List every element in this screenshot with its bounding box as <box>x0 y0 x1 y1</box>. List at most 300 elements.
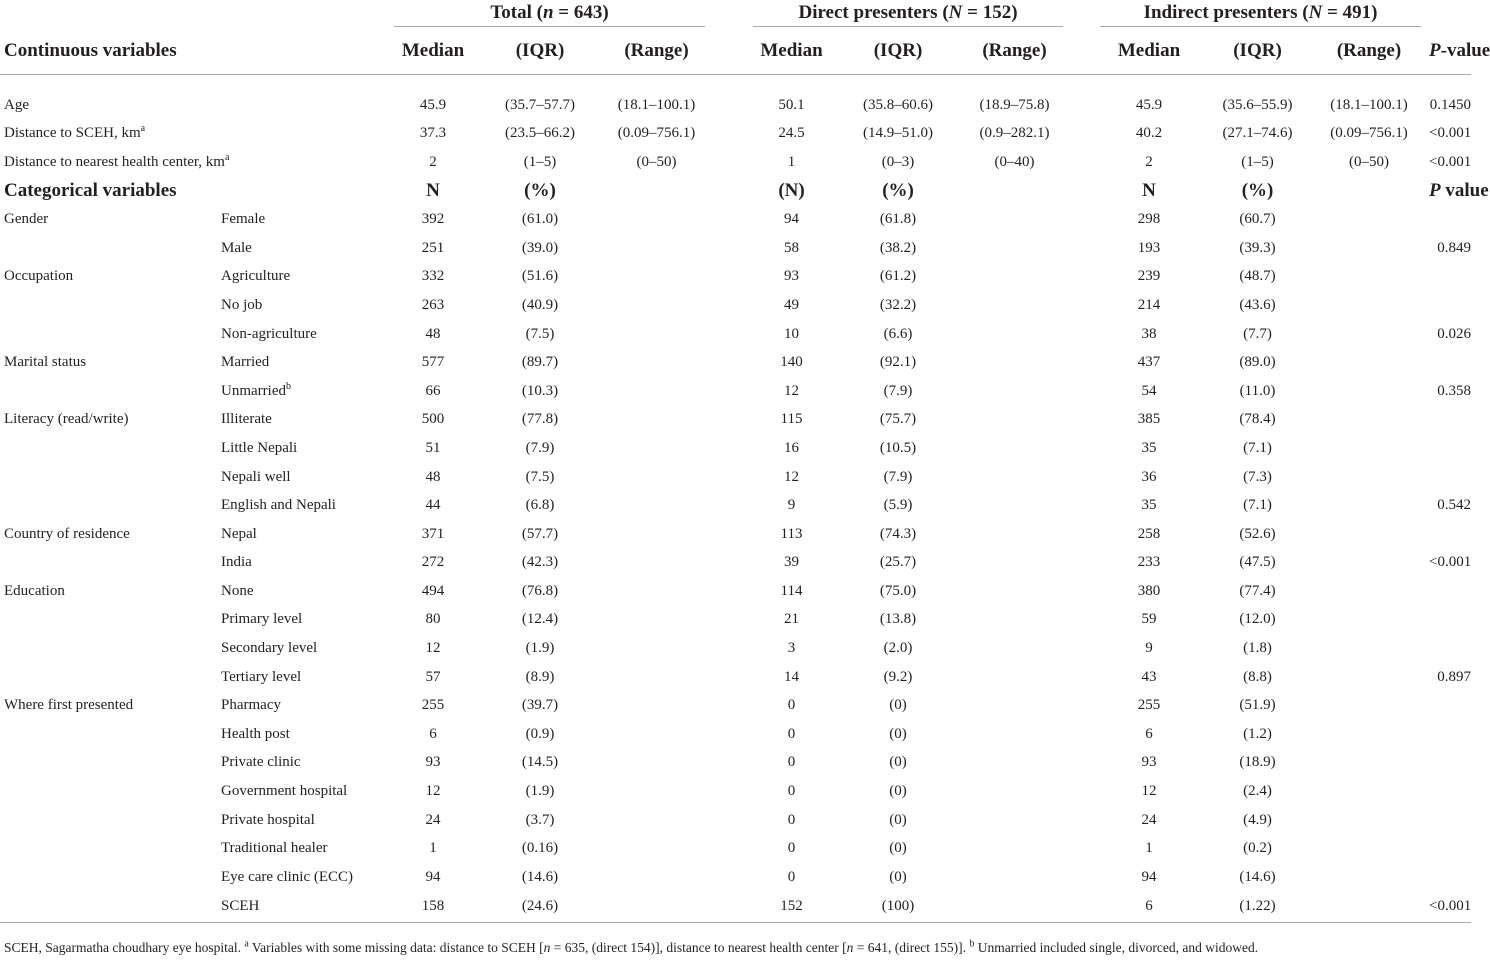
percent-value: (51.6) <box>521 268 559 285</box>
table-row <box>0 606 1471 635</box>
count-value: 12 <box>425 783 441 800</box>
percent-value: (51.9) <box>1239 697 1276 714</box>
spacer <box>958 520 1071 549</box>
spacer <box>600 434 713 463</box>
table-body <box>0 75 1489 923</box>
spacer <box>713 777 745 806</box>
spacer <box>600 834 713 863</box>
category-label: Unmarried$^b$ <box>221 380 291 399</box>
percent-value: (0) <box>889 868 907 885</box>
spacer <box>600 691 713 720</box>
spacer <box>958 577 1071 606</box>
variable-group: Literacy (read/write) <box>4 411 129 428</box>
count-value: 21 <box>784 611 800 628</box>
category-label: Nepal <box>221 525 257 542</box>
col-p-value: P-value <box>1429 28 1471 75</box>
spacer <box>600 234 713 263</box>
category-label: Government hospital <box>221 783 348 800</box>
col-n: N <box>426 180 440 202</box>
table-row <box>0 75 1471 120</box>
percent-value: (48.7) <box>1239 268 1276 285</box>
spacer <box>958 463 1071 492</box>
iqr-value: (0–3) <box>881 153 915 170</box>
percent-value: (61.2) <box>879 268 917 285</box>
count-value: 158 <box>386 892 480 923</box>
col-iqr: (IQR) <box>480 28 600 75</box>
spacer <box>1071 291 1092 320</box>
spacer <box>958 691 1071 720</box>
spacer <box>600 406 713 435</box>
count-value: 16 <box>784 439 800 456</box>
spacer <box>600 606 713 635</box>
spacer <box>600 377 713 406</box>
col-n: (N) <box>778 180 805 202</box>
category-label: India <box>221 554 252 571</box>
spacer <box>600 577 713 606</box>
count-value: 44 <box>425 497 441 514</box>
percent-value: (57.7) <box>521 525 559 542</box>
variable-group <box>0 434 221 463</box>
table-row <box>0 720 1471 749</box>
percent-value: (8.8) <box>1243 668 1272 685</box>
percent-value: (7.1) <box>1243 497 1272 514</box>
spacer <box>713 806 745 835</box>
median-value: 2 <box>429 153 437 170</box>
count-value: 392 <box>421 211 445 228</box>
percent-value: (0.16) <box>521 840 559 857</box>
count-value: 9 <box>1145 640 1153 657</box>
count-value: 35 <box>1141 439 1157 456</box>
spacer <box>1309 377 1429 406</box>
table-row <box>0 806 1471 835</box>
count-value: 24 <box>1141 811 1157 828</box>
spacer <box>1071 777 1092 806</box>
count-value: 49 <box>784 296 800 313</box>
percent-value: (11.0) <box>1239 382 1276 399</box>
variable-group <box>0 606 221 635</box>
count-value: 59 <box>1141 611 1157 628</box>
category-label: Female <box>221 211 266 228</box>
spacer <box>1309 549 1429 578</box>
spacer <box>958 606 1071 635</box>
spacer <box>1071 75 1092 120</box>
variable-group <box>0 549 221 578</box>
p-value <box>1429 291 1471 320</box>
category-label: Male <box>221 239 252 256</box>
percent-value: (5.9) <box>883 497 913 514</box>
percent-value: (39.0) <box>521 239 559 256</box>
spacer <box>958 777 1071 806</box>
spacer <box>1309 291 1429 320</box>
spacer <box>1309 863 1429 892</box>
percent-value: (10.5) <box>879 439 917 456</box>
spacer <box>1071 549 1092 578</box>
spacer <box>1309 606 1429 635</box>
spacer <box>713 720 745 749</box>
spacer <box>713 691 745 720</box>
p-value <box>1429 434 1471 463</box>
variable-group <box>0 634 221 663</box>
percent-value: (0.2) <box>1243 840 1272 857</box>
spacer <box>1071 377 1092 406</box>
spacer <box>1071 892 1092 923</box>
iqr-value: (35.6–55.9) <box>1222 96 1293 113</box>
spacer <box>1071 463 1092 492</box>
range-value: (0.09–756.1) <box>1330 125 1408 142</box>
spacer <box>1071 263 1092 292</box>
spacer <box>600 348 713 377</box>
variable-group: Education <box>4 582 65 599</box>
spacer <box>958 205 1071 234</box>
table-footnote: SCEH, Sagarmatha choudhary eye hospital. $^a$ Variables with some missing data: distance to SCEH [n = 635, (direct 154)], distance to nearest health center [n = 641, (direct 155)]. $^b$ Unmarried included single, divorced, and widowed. <box>4 938 1259 955</box>
p-value <box>1429 348 1471 377</box>
percent-value: (7.5) <box>525 325 555 342</box>
variable-group <box>0 320 221 349</box>
category-label: Non-agriculture <box>221 325 317 342</box>
count-value: 94 <box>784 211 800 228</box>
count-value: 6 <box>1092 892 1206 923</box>
count-value: 114 <box>780 582 803 599</box>
category-label: Illiterate <box>221 411 272 428</box>
spacer <box>1309 263 1429 292</box>
p-value: <0.001 <box>1429 153 1472 170</box>
table-row <box>0 834 1471 863</box>
spacer <box>600 491 713 520</box>
count-value: 140 <box>780 354 803 371</box>
p-value: 0.026 <box>1437 325 1472 342</box>
percent-value: (42.3) <box>521 554 559 571</box>
count-value: 43 <box>1141 668 1157 685</box>
median-value: 1 <box>787 153 796 170</box>
spacer <box>958 892 1071 923</box>
spacer <box>600 663 713 692</box>
table-row <box>0 120 1471 149</box>
spacer <box>600 634 713 663</box>
percent-value: (10.3) <box>521 382 559 399</box>
count-value: 0 <box>787 811 796 828</box>
variable-group <box>0 463 221 492</box>
count-value: 298 <box>1137 211 1161 228</box>
spacer <box>713 549 745 578</box>
count-value: 385 <box>1137 411 1161 428</box>
spacer <box>713 148 745 177</box>
count-value: 14 <box>784 668 800 685</box>
spacer <box>713 892 745 923</box>
count-value: 0 <box>787 697 796 714</box>
spacer <box>1309 663 1429 692</box>
variable-group <box>0 663 221 692</box>
spacer <box>713 263 745 292</box>
count-value: 255 <box>421 697 445 714</box>
count-value: 35 <box>1141 497 1157 514</box>
group-total: Total (n = 643) <box>386 0 713 28</box>
spacer <box>1309 691 1429 720</box>
percent-value: (76.8) <box>521 582 559 599</box>
median-value: 24.5 <box>778 125 805 142</box>
spacer <box>1071 663 1092 692</box>
spacer <box>600 806 713 835</box>
spacer <box>713 434 745 463</box>
percent-value: (77.4) <box>1239 582 1276 599</box>
p-value: 0.358 <box>1437 382 1472 399</box>
percent-value: (47.5) <box>1239 554 1276 571</box>
iqr-value: (1–5) <box>1241 153 1274 170</box>
table-row <box>0 434 1471 463</box>
spacer <box>713 491 745 520</box>
spacer <box>1071 834 1092 863</box>
range-value: (18.1–100.1) <box>617 96 696 113</box>
spacer <box>600 205 713 234</box>
percent-value: (7.7) <box>1243 325 1272 342</box>
variable-group <box>0 892 221 923</box>
count-value: 58 <box>784 239 800 256</box>
percent-value: (25.7) <box>879 554 917 571</box>
percent-value: (39.7) <box>521 697 559 714</box>
variable-group <box>0 720 221 749</box>
spacer <box>1309 205 1429 234</box>
spacer <box>713 234 745 263</box>
table-row <box>0 863 1471 892</box>
percent-value: (2.0) <box>883 640 913 657</box>
count-value: 54 <box>1141 382 1157 399</box>
range-value: (0–40) <box>994 153 1035 170</box>
percent-value: (60.7) <box>1239 211 1276 228</box>
variable-group <box>0 749 221 778</box>
count-value: 36 <box>1141 468 1157 485</box>
spacer <box>1071 348 1092 377</box>
spacer <box>1071 520 1092 549</box>
p-value <box>1429 863 1471 892</box>
category-label: Little Nepali <box>221 439 298 456</box>
percent-value: (52.6) <box>1239 525 1276 542</box>
percent-value: (74.3) <box>879 525 917 542</box>
table-row <box>0 291 1471 320</box>
count-value: 12 <box>784 468 800 485</box>
spacer <box>713 634 745 663</box>
count-value: 48 <box>425 325 441 342</box>
count-value: 332 <box>421 268 445 285</box>
count-value: 193 <box>1137 239 1161 256</box>
table-row <box>0 406 1471 435</box>
percent-value: (61.0) <box>521 211 559 228</box>
table-row <box>0 320 1471 349</box>
percent-value: (61.8) <box>879 211 917 228</box>
row-label: Distance to nearest health center, $km^a$ <box>4 151 230 170</box>
category-label: Secondary level <box>221 640 318 657</box>
spacer <box>958 806 1071 835</box>
count-value: 39 <box>784 554 800 571</box>
table-row <box>0 520 1471 549</box>
percent-value: (24.6) <box>480 892 600 923</box>
percent-value: (7.9) <box>883 382 913 399</box>
count-value: 152 <box>745 892 838 923</box>
col-median: Median <box>386 28 480 75</box>
variable-group <box>0 806 221 835</box>
spacer <box>713 520 745 549</box>
variable-group <box>0 234 221 263</box>
percent-value: (7.1) <box>1243 439 1272 456</box>
col-percent: (%) <box>524 180 556 202</box>
count-value: 6 <box>429 725 437 742</box>
spacer <box>1309 234 1429 263</box>
spacer <box>1309 491 1429 520</box>
category-label: Private clinic <box>221 754 301 771</box>
count-value: 115 <box>780 411 803 428</box>
count-value: 1 <box>429 840 437 857</box>
spacer <box>600 549 713 578</box>
range-value: (18.1–100.1) <box>1330 96 1408 113</box>
spacer <box>1309 577 1429 606</box>
spacer <box>1309 520 1429 549</box>
col-iqr: (IQR) <box>1206 28 1309 75</box>
category-label: Agriculture <box>221 268 291 285</box>
range-value: (0.9–282.1) <box>979 125 1050 142</box>
spacer <box>1071 234 1092 263</box>
category-label: Married <box>221 354 270 371</box>
percent-value: (75.0) <box>879 582 917 599</box>
table-row <box>0 263 1471 292</box>
median-value: 2 <box>1145 153 1153 170</box>
spacer <box>1071 863 1092 892</box>
table-row <box>0 348 1471 377</box>
categorical-variables-heading: Categorical variables <box>4 180 177 202</box>
spacer <box>713 291 745 320</box>
spacer <box>713 377 745 406</box>
category-label: Eye care clinic (ECC) <box>221 868 354 885</box>
col-iqr: (IQR) <box>838 28 958 75</box>
spacer <box>1071 806 1092 835</box>
median-value: 37.3 <box>419 125 447 142</box>
percent-value: (7.5) <box>525 468 555 485</box>
percent-value: (13.8) <box>879 611 917 628</box>
table-row <box>0 634 1471 663</box>
p-value <box>1429 777 1471 806</box>
spacer <box>958 348 1071 377</box>
spacer <box>1309 463 1429 492</box>
spacer <box>713 606 745 635</box>
spacer <box>958 834 1071 863</box>
p-value: <0.001 <box>1429 892 1471 923</box>
spacer <box>600 320 713 349</box>
percent-value: (75.7) <box>879 411 917 428</box>
table-row <box>0 749 1471 778</box>
col-range: (Range) <box>958 28 1071 75</box>
spacer <box>713 863 745 892</box>
category-label: Primary level <box>221 611 303 628</box>
percent-value: (6.6) <box>883 325 913 342</box>
range-value: (0.09–756.1) <box>617 125 696 142</box>
spacer <box>1309 834 1429 863</box>
percent-value: (0) <box>889 725 907 742</box>
spacer <box>713 205 745 234</box>
percent-value: (89.7) <box>521 354 559 371</box>
percent-value: (7.9) <box>883 468 913 485</box>
p-value <box>1429 263 1471 292</box>
col-percent: (%) <box>1241 180 1274 202</box>
spacer <box>600 263 713 292</box>
row-label: Age <box>4 96 29 113</box>
table-row <box>0 663 1471 692</box>
table-row <box>0 148 1471 177</box>
table-row <box>0 463 1471 492</box>
col-range: (Range) <box>1309 28 1429 75</box>
spacer <box>1071 691 1092 720</box>
count-value: 12 <box>425 640 441 657</box>
spacer <box>1071 720 1092 749</box>
spacer <box>713 406 745 435</box>
spacer <box>1071 320 1092 349</box>
category-label: SCEH <box>221 892 386 923</box>
range-value: (18.9–75.8) <box>979 96 1050 113</box>
percent-value: (78.4) <box>1239 411 1276 428</box>
count-value: 3 <box>787 640 796 657</box>
percent-value: (38.2) <box>879 239 917 256</box>
spacer <box>713 463 745 492</box>
count-value: 24 <box>425 811 441 828</box>
spacer <box>958 234 1071 263</box>
iqr-value: (1–5) <box>523 153 557 170</box>
iqr-value: (14.9–51.0) <box>863 125 934 142</box>
count-value: 371 <box>421 525 445 542</box>
percent-value: (1.8) <box>1243 640 1272 657</box>
count-value: 93 <box>1141 754 1157 771</box>
variable-group <box>0 777 221 806</box>
spacer <box>958 434 1071 463</box>
category-label: Traditional healer <box>221 840 328 857</box>
table-row <box>0 577 1471 606</box>
count-value: 57 <box>425 668 441 685</box>
p-value: 0.542 <box>1437 497 1472 514</box>
group-header-row <box>0 0 1471 28</box>
category-label: Private hospital <box>221 811 315 828</box>
p-value <box>1429 406 1471 435</box>
iqr-value: (35.8–60.6) <box>863 96 934 113</box>
percent-value: (4.9) <box>1243 811 1272 828</box>
categorical-header-row <box>0 177 1471 206</box>
variable-group: Gender <box>4 211 49 228</box>
percent-value: (0.9) <box>525 725 555 742</box>
spacer <box>600 777 713 806</box>
variable-group: Occupation <box>4 268 74 285</box>
percent-value: (0) <box>889 840 907 857</box>
table-row <box>0 491 1471 520</box>
spacer <box>1309 892 1429 923</box>
count-value: 239 <box>1137 268 1161 285</box>
percent-value: (40.9) <box>521 296 559 313</box>
col-p-value: P value <box>1429 180 1489 202</box>
spacer <box>713 663 745 692</box>
spacer <box>1309 406 1429 435</box>
spacer <box>958 749 1071 778</box>
p-value <box>1429 749 1471 778</box>
table-row <box>0 377 1471 406</box>
spacer <box>958 377 1071 406</box>
percent-value: (100) <box>838 892 958 923</box>
spacer <box>1071 120 1092 149</box>
percent-value: (1.22) <box>1206 892 1309 923</box>
spacer <box>713 577 745 606</box>
percent-value: (18.9) <box>1239 754 1276 771</box>
spacer <box>958 720 1071 749</box>
table-row <box>0 892 1471 923</box>
spacer <box>1071 205 1092 234</box>
percent-value: (0) <box>889 811 907 828</box>
spacer <box>713 120 745 149</box>
count-value: 48 <box>425 468 441 485</box>
spacer <box>1071 491 1092 520</box>
count-value: 6 <box>1145 725 1153 742</box>
spacer <box>1071 749 1092 778</box>
